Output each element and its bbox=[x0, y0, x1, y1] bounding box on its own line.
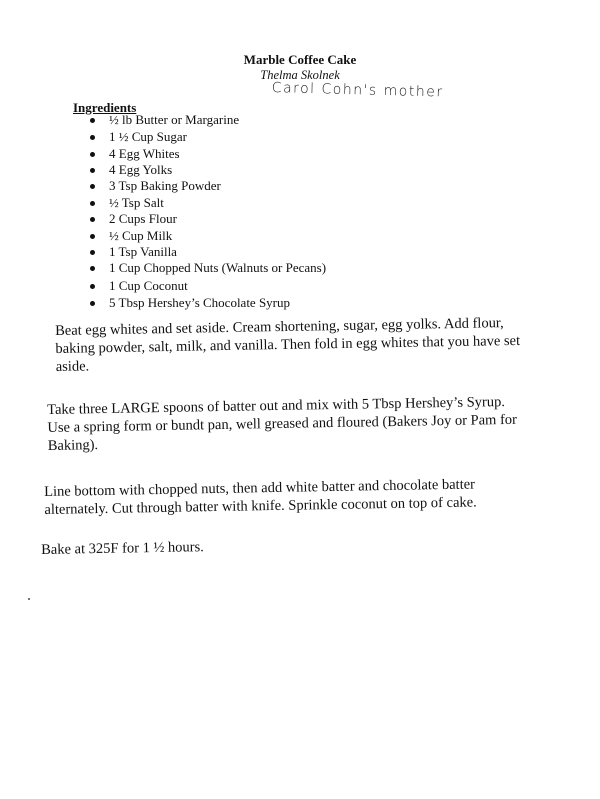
instruction-paragraph-1 bbox=[55, 314, 521, 376]
paragraph-line: baking powder, salt, milk, and vanilla. Then fold in egg whites that you have set bbox=[55, 332, 521, 357]
list-item bbox=[90, 146, 180, 162]
paragraph-line: Bake at 325F for 1 ½ hours. bbox=[41, 539, 204, 558]
list-item bbox=[90, 278, 188, 294]
paragraph-line: Take three LARGE spoons of batter out and mix with 5 Tbsp Hershey’s Syrup. bbox=[47, 394, 506, 418]
bullet-icon bbox=[90, 118, 95, 123]
bullet-icon bbox=[90, 301, 95, 306]
ingredient-text: 1 Tsp Vanilla bbox=[109, 244, 177, 259]
paragraph-line: alternately. Cut through batter with knife. Sprinkle coconut on top of cake. bbox=[44, 494, 477, 518]
instruction-paragraph-4 bbox=[41, 538, 204, 559]
instruction-paragraph-2 bbox=[47, 393, 517, 455]
ingredient-text: 4 Egg Yolks bbox=[109, 162, 173, 177]
bullet-icon bbox=[90, 234, 95, 239]
paragraph-line: Line bottom with chopped nuts, then add white batter and chocolate batter bbox=[44, 476, 476, 500]
bullet-icon bbox=[90, 284, 95, 289]
instruction-paragraph-3 bbox=[44, 475, 477, 519]
paragraph-line: aside. bbox=[55, 358, 90, 375]
list-item bbox=[90, 129, 187, 145]
bullet-icon bbox=[90, 184, 95, 189]
handwritten-note: Carol Cohn's mother bbox=[271, 80, 444, 101]
list-item bbox=[90, 260, 326, 276]
list-item bbox=[90, 162, 172, 178]
bullet-icon bbox=[90, 266, 95, 271]
ingredient-text: 1 Cup Coconut bbox=[109, 278, 188, 293]
bullet-icon bbox=[90, 201, 95, 206]
bullet-icon bbox=[90, 168, 95, 173]
ingredient-text: 2 Cups Flour bbox=[109, 211, 177, 226]
list-item bbox=[90, 295, 290, 311]
recipe-title: Marble Coffee Cake bbox=[243, 52, 357, 67]
ingredients-heading: Ingredients bbox=[73, 100, 137, 115]
bullet-icon bbox=[90, 135, 95, 140]
ingredient-text: ½ lb Butter or Margarine bbox=[109, 112, 240, 127]
ingredient-text: ½ Cup Milk bbox=[109, 228, 173, 243]
ingredients-list bbox=[0, 0, 600, 330]
list-item bbox=[90, 228, 172, 244]
recipe-author: Thelma Skolnek bbox=[260, 68, 340, 82]
paragraph-line: Beat egg whites and set aside. Cream shortening, sugar, egg yolks. Add flour, bbox=[55, 315, 504, 339]
bullet-icon bbox=[90, 152, 95, 157]
list-item bbox=[90, 112, 239, 128]
ingredient-text: 3 Tsp Baking Powder bbox=[109, 178, 221, 193]
paragraph-line: Use a spring form or bundt pan, well greased and floured (Bakers Joy or Pam for bbox=[47, 411, 518, 436]
ingredient-text: 1 Cup Chopped Nuts (Walnuts or Pecans) bbox=[109, 260, 327, 275]
list-item bbox=[90, 244, 177, 260]
ingredient-text: 1 ½ Cup Sugar bbox=[109, 129, 187, 144]
scan-speck bbox=[28, 598, 30, 600]
list-item bbox=[90, 211, 177, 227]
ingredient-text: ½ Tsp Salt bbox=[109, 195, 164, 210]
list-item bbox=[90, 178, 221, 194]
ingredient-text: 4 Egg Whites bbox=[109, 146, 180, 161]
ingredient-text: 5 Tbsp Hershey’s Chocolate Syrup bbox=[109, 295, 291, 310]
bullet-icon bbox=[90, 250, 95, 255]
bullet-icon bbox=[90, 217, 95, 222]
paragraph-line: Baking). bbox=[47, 437, 99, 454]
list-item bbox=[90, 195, 164, 211]
